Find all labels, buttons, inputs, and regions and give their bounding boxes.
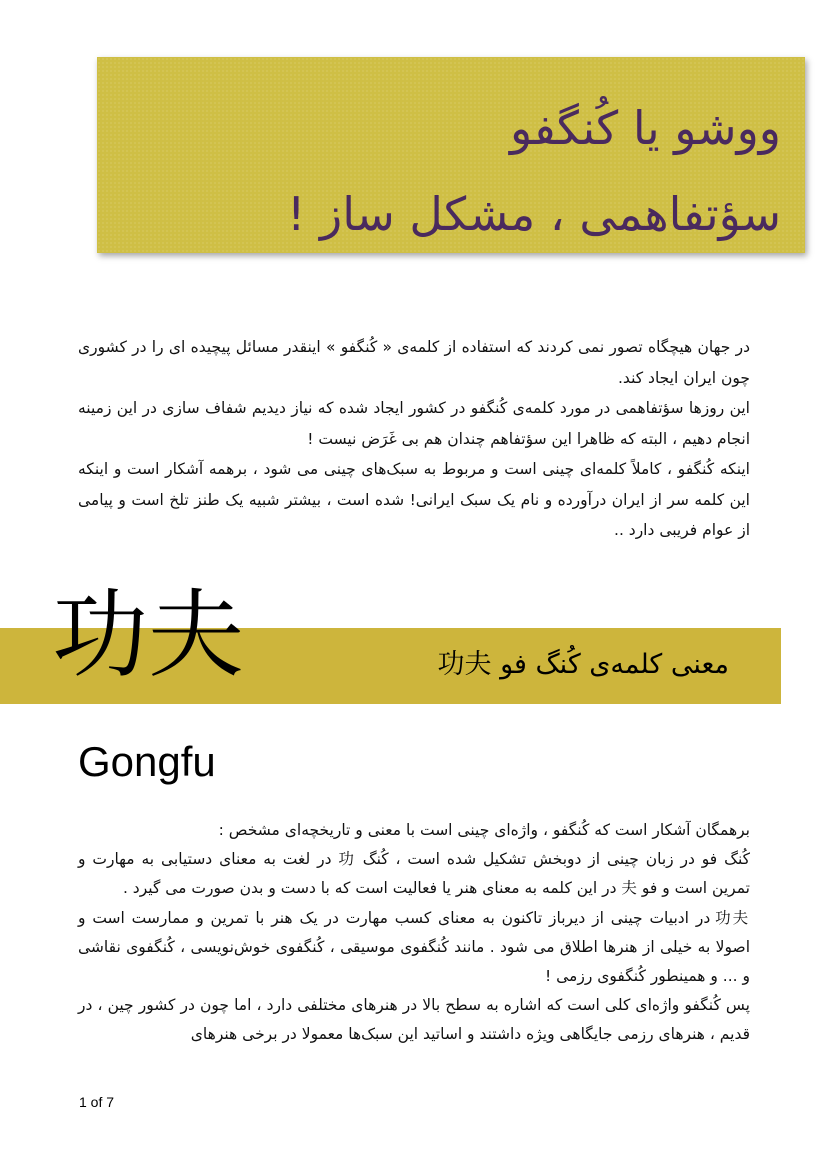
- body-text: [78, 816, 750, 1050]
- title-line-1: ووشو یا کُنگفو: [509, 101, 781, 155]
- title-box: [97, 57, 805, 253]
- intro-paragraph: اینکه کُنگفو ، کاملاً کلمه‌ای چینی است و مربوط به سبک‌های چینی می شود ، برهمه آشکار است و اینکه این کلمه سر از ایران درآورده و نام یک سبک ایرانی! شده است ، بیشتر شبیه یک طنز تلخ است و پیامی از عوام فریبی دارد ..: [78, 460, 750, 539]
- banner-caption: معنی کلمه‌ی کُنگ فو 功夫: [437, 649, 729, 680]
- intro-text: [78, 332, 750, 546]
- body-paragraph: پس کُنگفو واژه‌ای کلی است که اشاره به سطح بالا در هنرهای مختلفی دارد ، اما چون در کشور چین ، در قدیم ، هنرهای رزمی جایگاهی ویژه داشتند و اساتید این سبک‌ها معمولا در برخی هنرهای: [78, 996, 750, 1044]
- body-paragraph: کُنگ فو در زبان چینی از دوبخش تشکیل شده است ، کُنگ 功 در لغت به معنای دستیابی به مهارت و تمرین است و فو 夫 در این کلمه به معنای هنر یا فعالیت است که با دست و بدن صورت می گیرد .: [78, 850, 751, 898]
- title-line-2: سؤتفاهمی ، مشکل ساز !: [286, 187, 781, 241]
- kungfu-hanzi: 功夫: [52, 579, 244, 691]
- intro-paragraph: در جهان هیچگاه تصور نمی کردند که استفاده از کلمه‌ی « کُنگفو » اینقدر مسائل پیچیده ای را در کشوری چون ایران ایجاد کند.: [78, 338, 750, 387]
- section-heading: Gongfu: [78, 738, 216, 785]
- body-paragraph: برهمگان آشکار است که کُنگفو ، واژه‌ای چینی است با معنی و تاریخچه‌ای مشخص :: [218, 821, 750, 839]
- intro-paragraph: این روزها سؤتفاهمی در مورد کلمه‌ی کُنگفو در کشور ایجاد شده که نیاز دیدیم شفاف سازی در این زمینه انجام دهیم ، البته که ظاهرا این سؤتفاهم چندان هم بی غَرَض نیست !: [78, 399, 750, 448]
- body-paragraph: 功夫 در ادبیات چینی از دیرباز تاکنون به معنای کسب مهارت در یک هنر با تمرین و ممارست است و اصولا به خیلی از هنرها اطلاق می شود . مانند کُنگفوی موسیقی ، کُنگفوی خوش‌نویسی ، کُنگفوی نقاشی و ... و همینطور کُنگفوی رزمی !: [78, 908, 750, 986]
- page-number: 1 of 7: [79, 1094, 115, 1110]
